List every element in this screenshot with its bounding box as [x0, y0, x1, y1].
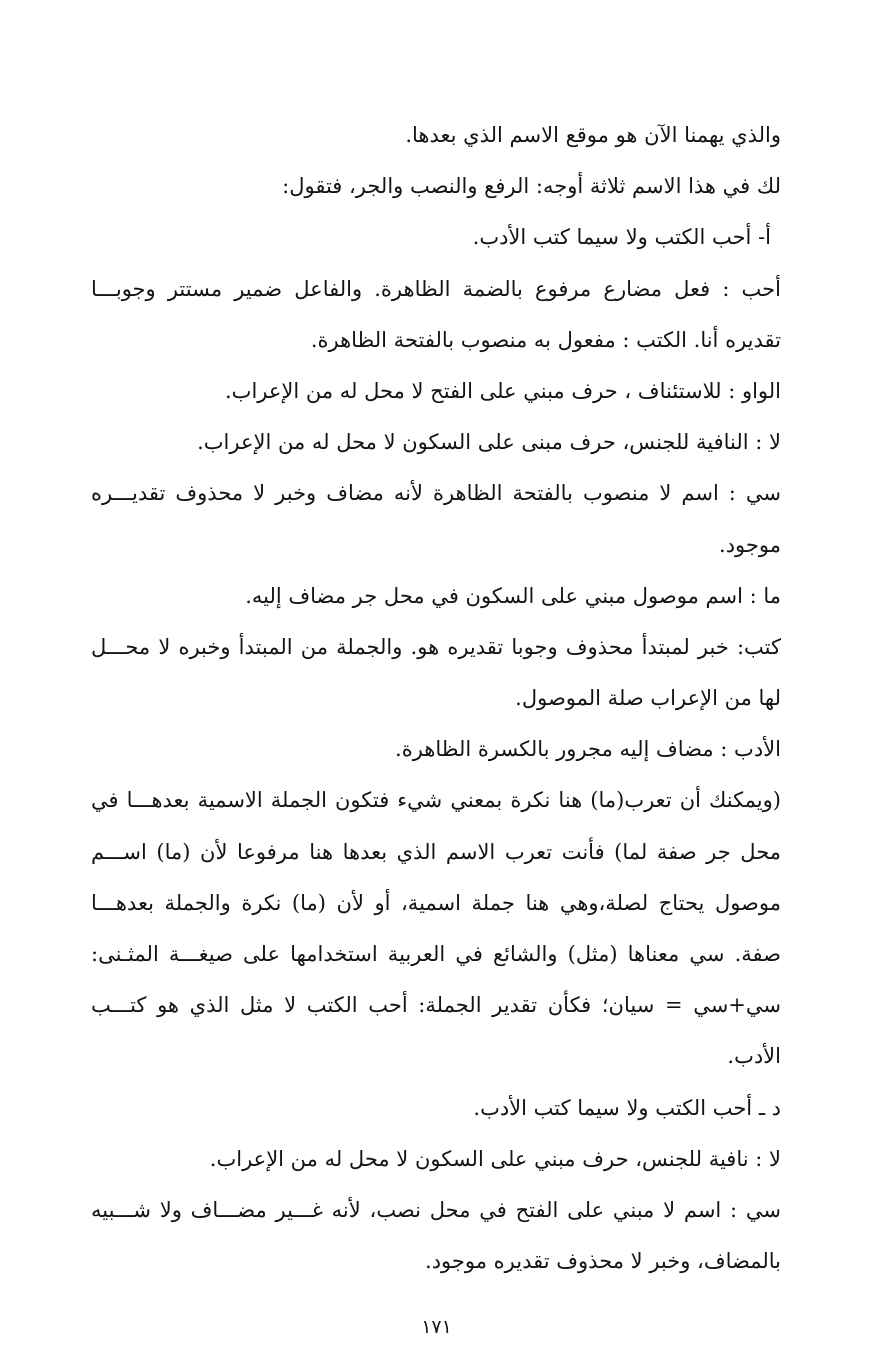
text-line: تقديره أنا. الكتب : مفعول به منصوب بالفتحة الظاهرة. [310, 327, 781, 352]
text-line: والذي يهمنا الآن هو موقع الاسم الذي بعدها. [405, 123, 781, 147]
text-line: لا : نافية للجنس، حرف مبني على السكون لا محل له من الإعراب. [209, 1146, 781, 1171]
text-line: بالمضاف، وخبر لا محذوف تقديره موجود. [425, 1249, 781, 1274]
text-line: كتب: خبر لمبتدأ محذوف وجوبا تقديره هو. والجملة من المبتدأ وخبره لا محـــل [91, 634, 781, 659]
text-line: أ‌- أحب الكتب ولا سيما كتب الأدب. [472, 225, 771, 250]
page-number: ١٧١ [421, 1316, 452, 1338]
body-text [91, 110, 781, 1287]
text-line: الأدب : مضاف إليه مجرور بالكسرة الظاهرة. [395, 737, 781, 762]
text-line: (ويمكنك أن تعرب(ما) هنا نكرة بمعني شيء فتكون الجملة الاسمية بعدهـــا في [91, 788, 781, 813]
text-line: الواو : للاستئناف ، حرف مبني على الفتح لا محل له من الإعراب. [225, 378, 781, 403]
text-line: سي+سي = سيان؛ فكأن تقدير الجملة: أحب الكتب لا مثل الذي هو كتـــب [91, 993, 781, 1018]
text-line: د ـ أحب الكتب ولا سيما كتب الأدب. [473, 1095, 781, 1120]
text-line: سي : اسم لا مبني على الفتح في محل نصب، لأنه غـــير مضـــاف ولا شـــبيه [91, 1197, 781, 1222]
text-line: صفة. سي معناها (مثل) والشائع في العربية استخدامها على صيغـــة المثـنى: [91, 942, 781, 966]
text-line: لك في هذا الاسم ثلاثة أوجه: الرفع والنصب والجر، فتقول: [282, 174, 781, 199]
text-line: أحب : فعل مضارع مرفوع بالضمة الظاهرة. والفاعل ضمير مستتر وجوبـــا [91, 276, 781, 301]
text-line: موجود. [719, 532, 781, 557]
text-line: محل جر صفة لما) فأنت تعرب الاسم الذي بعدها هنا مرفوعا لأن (ما) اســـم [91, 839, 781, 864]
text-line: موصول يحتاج لصلة،وهي هنا جملة اسمية، أو لأن (ما) نكرة والجملة بعدهـــا [91, 890, 781, 915]
text-line: لها من الإعراب صلة الموصول. [515, 686, 781, 711]
text-line: لا : النافية للجنس، حرف مبنى على السكون لا محل له من الإعراب. [197, 430, 781, 455]
text-line: ما : اسم موصول مبني على السكون في محل جر مضاف إليه. [245, 583, 781, 608]
text-line: الأدب. [727, 1044, 781, 1069]
text-line: سي : اسم لا منصوب بالفتحة الظاهرة لأنه مضاف وخبر لا محذوف تقديـــره [91, 481, 781, 506]
